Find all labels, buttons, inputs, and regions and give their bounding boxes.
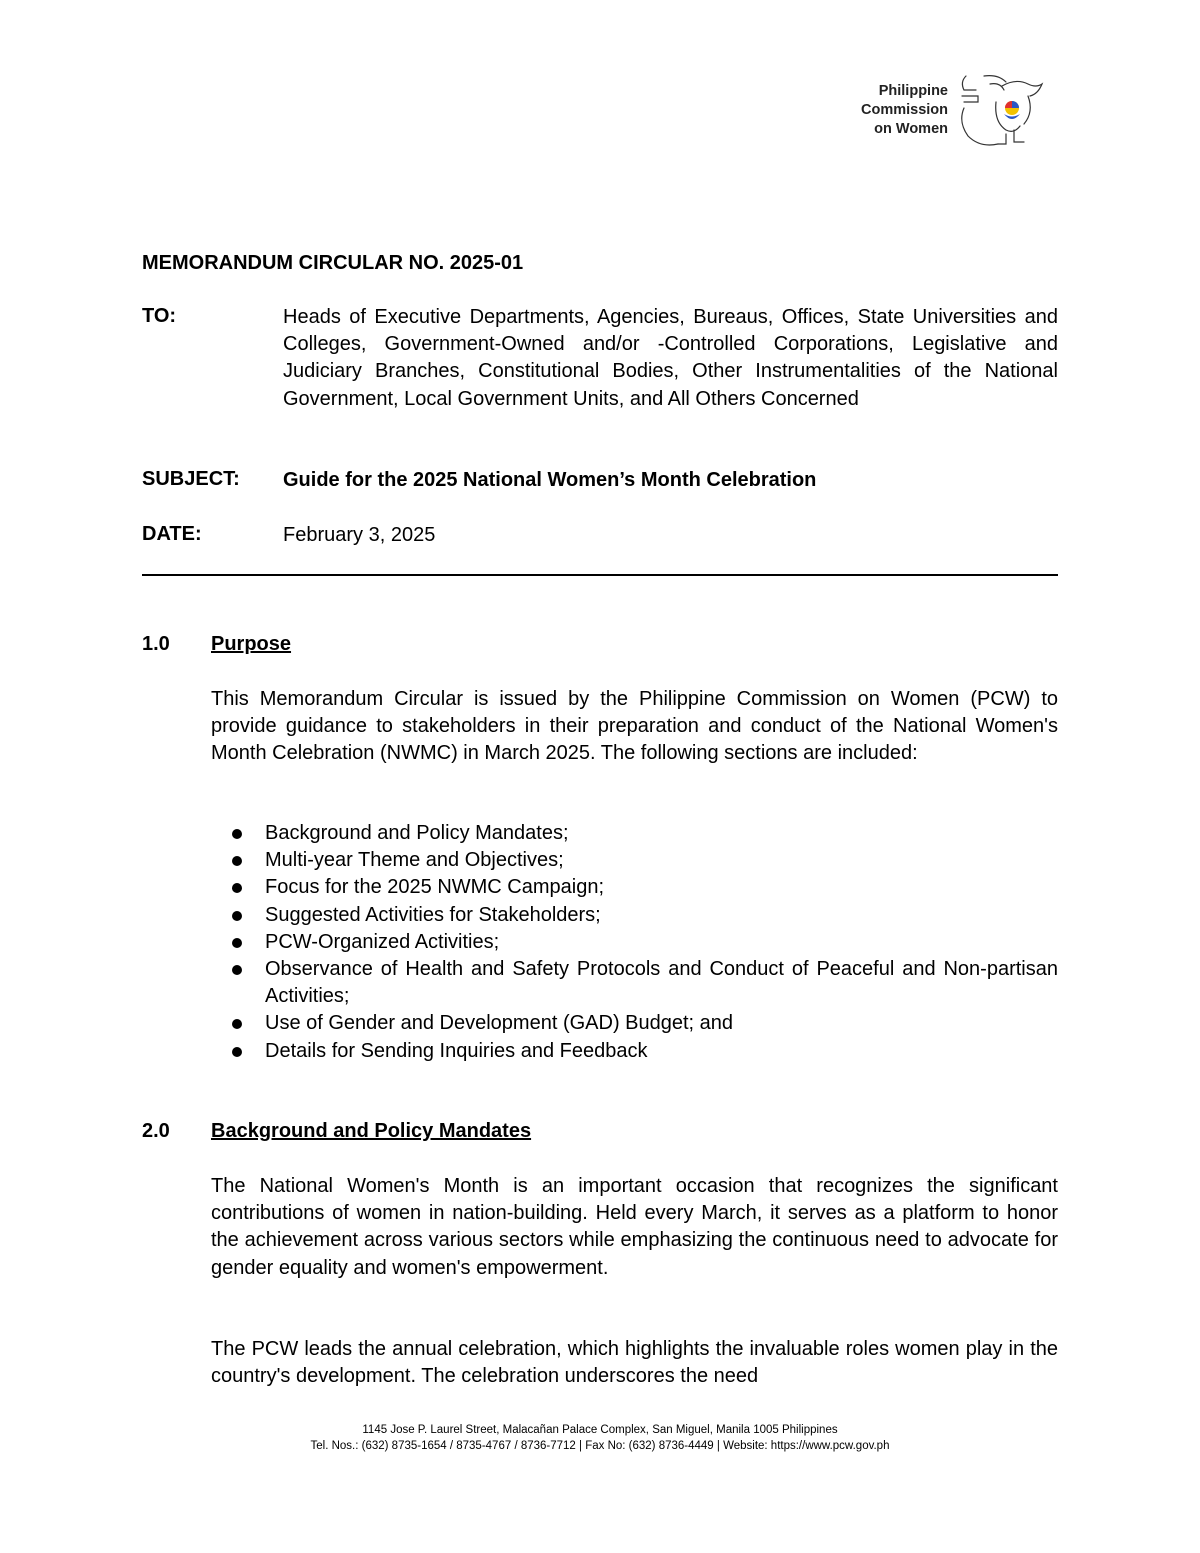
list-item-text: Observance of Health and Safety Protocols and Conduct of Peaceful and Non-partisan Activities; — [265, 958, 1058, 1008]
bullet-icon — [232, 938, 242, 948]
section-1-title: Purpose — [211, 633, 292, 655]
footer-contact: Tel. Nos.: (632) 8735-1654 / 8735-4767 / 8736-7712 | Fax No: (632) 8736-4449 | Website: https://www.pcw.gov.ph — [310, 1440, 890, 1452]
section-1-number: 1.0 — [142, 633, 170, 655]
date-label: DATE: — [142, 523, 202, 545]
list-item-text: Use of Gender and Development (GAD) Budget; and — [265, 1012, 734, 1035]
bullet-icon — [232, 1019, 242, 1029]
logo-wordmark — [861, 82, 948, 139]
section-1-bullet-list — [226, 820, 1058, 1065]
list-item — [226, 902, 1058, 929]
subject-label: SUBJECT: — [142, 468, 240, 490]
pcw-logo — [848, 72, 1048, 150]
bullet-icon — [232, 829, 242, 839]
bullet-icon — [232, 856, 242, 866]
header-divider — [142, 574, 1058, 576]
bullet-icon — [232, 1047, 242, 1057]
section-2-number: 2.0 — [142, 1120, 170, 1142]
list-item — [226, 929, 1058, 956]
bullet-icon — [232, 911, 242, 921]
list-item-text: Suggested Activities for Stakeholders; — [265, 903, 601, 926]
list-item — [226, 820, 1058, 847]
list-item-text: PCW-Organized Activities; — [265, 930, 500, 953]
section-2-title: Background and Policy Mandates — [211, 1120, 532, 1142]
bullet-icon — [232, 883, 242, 893]
logo-line-3: on Women — [874, 121, 948, 137]
footer-address: 1145 Jose P. Laurel Street, Malacañan Palace Complex, San Miguel, Manila 1005 Philippines — [362, 1424, 838, 1436]
list-item — [226, 1038, 1058, 1065]
list-item — [226, 956, 1058, 1010]
logo-line-2: Commission — [860, 102, 948, 118]
list-item — [226, 1010, 1058, 1037]
bullet-icon — [232, 965, 242, 975]
list-item-text: Multi-year Theme and Objectives; — [265, 849, 564, 872]
section-1-paragraph: This Memorandum Circular is issued by the Philippine Commission on Women (PCW) to provide guidance to stakeholders in their preparation and conduct of the National Women's Month Celebration (NWMC) in March 2025. The following sections are included: — [211, 688, 1058, 765]
to-value: Heads of Executive Departments, Agencies, Bureaus, Offices, State Universities and Colleges, Government-Owned and/or -Controlled Corporations, Legislative and Judiciary Branches, Constitutional Bodies, Other Instrumentalities of the National Government, Local Government Units, and All Others Concerned — [283, 306, 1058, 410]
date-value: February 3, 2025 — [283, 524, 436, 546]
list-item-text: Background and Policy Mandates; — [265, 822, 569, 844]
to-label: TO: — [142, 305, 177, 327]
logo-line-1: Philippine — [878, 83, 948, 99]
section-2-paragraph-2: The PCW leads the annual celebration, which highlights the invaluable roles women play in the country's development. The celebration underscores the need — [211, 1338, 1058, 1388]
list-item — [226, 874, 1058, 901]
list-item-text: Focus for the 2025 NWMC Campaign; — [265, 876, 605, 899]
subject-value: Guide for the 2025 National Women’s Month Celebration — [283, 469, 817, 491]
list-item-text: Details for Sending Inquiries and Feedback — [265, 1039, 648, 1062]
section-2-paragraph-1: The National Women's Month is an important occasion that recognizes the significant contributions of women in nation-building. Held every March, it serves as a platform to honor the achievement across various sectors while emphasizing the continuous need to advocate for gender equality and women's empowerment. — [211, 1175, 1058, 1279]
list-item — [226, 847, 1058, 874]
memo-title: MEMORANDUM CIRCULAR NO. 2025-01 — [142, 252, 524, 274]
pcw-emblem-icon — [954, 72, 1048, 150]
